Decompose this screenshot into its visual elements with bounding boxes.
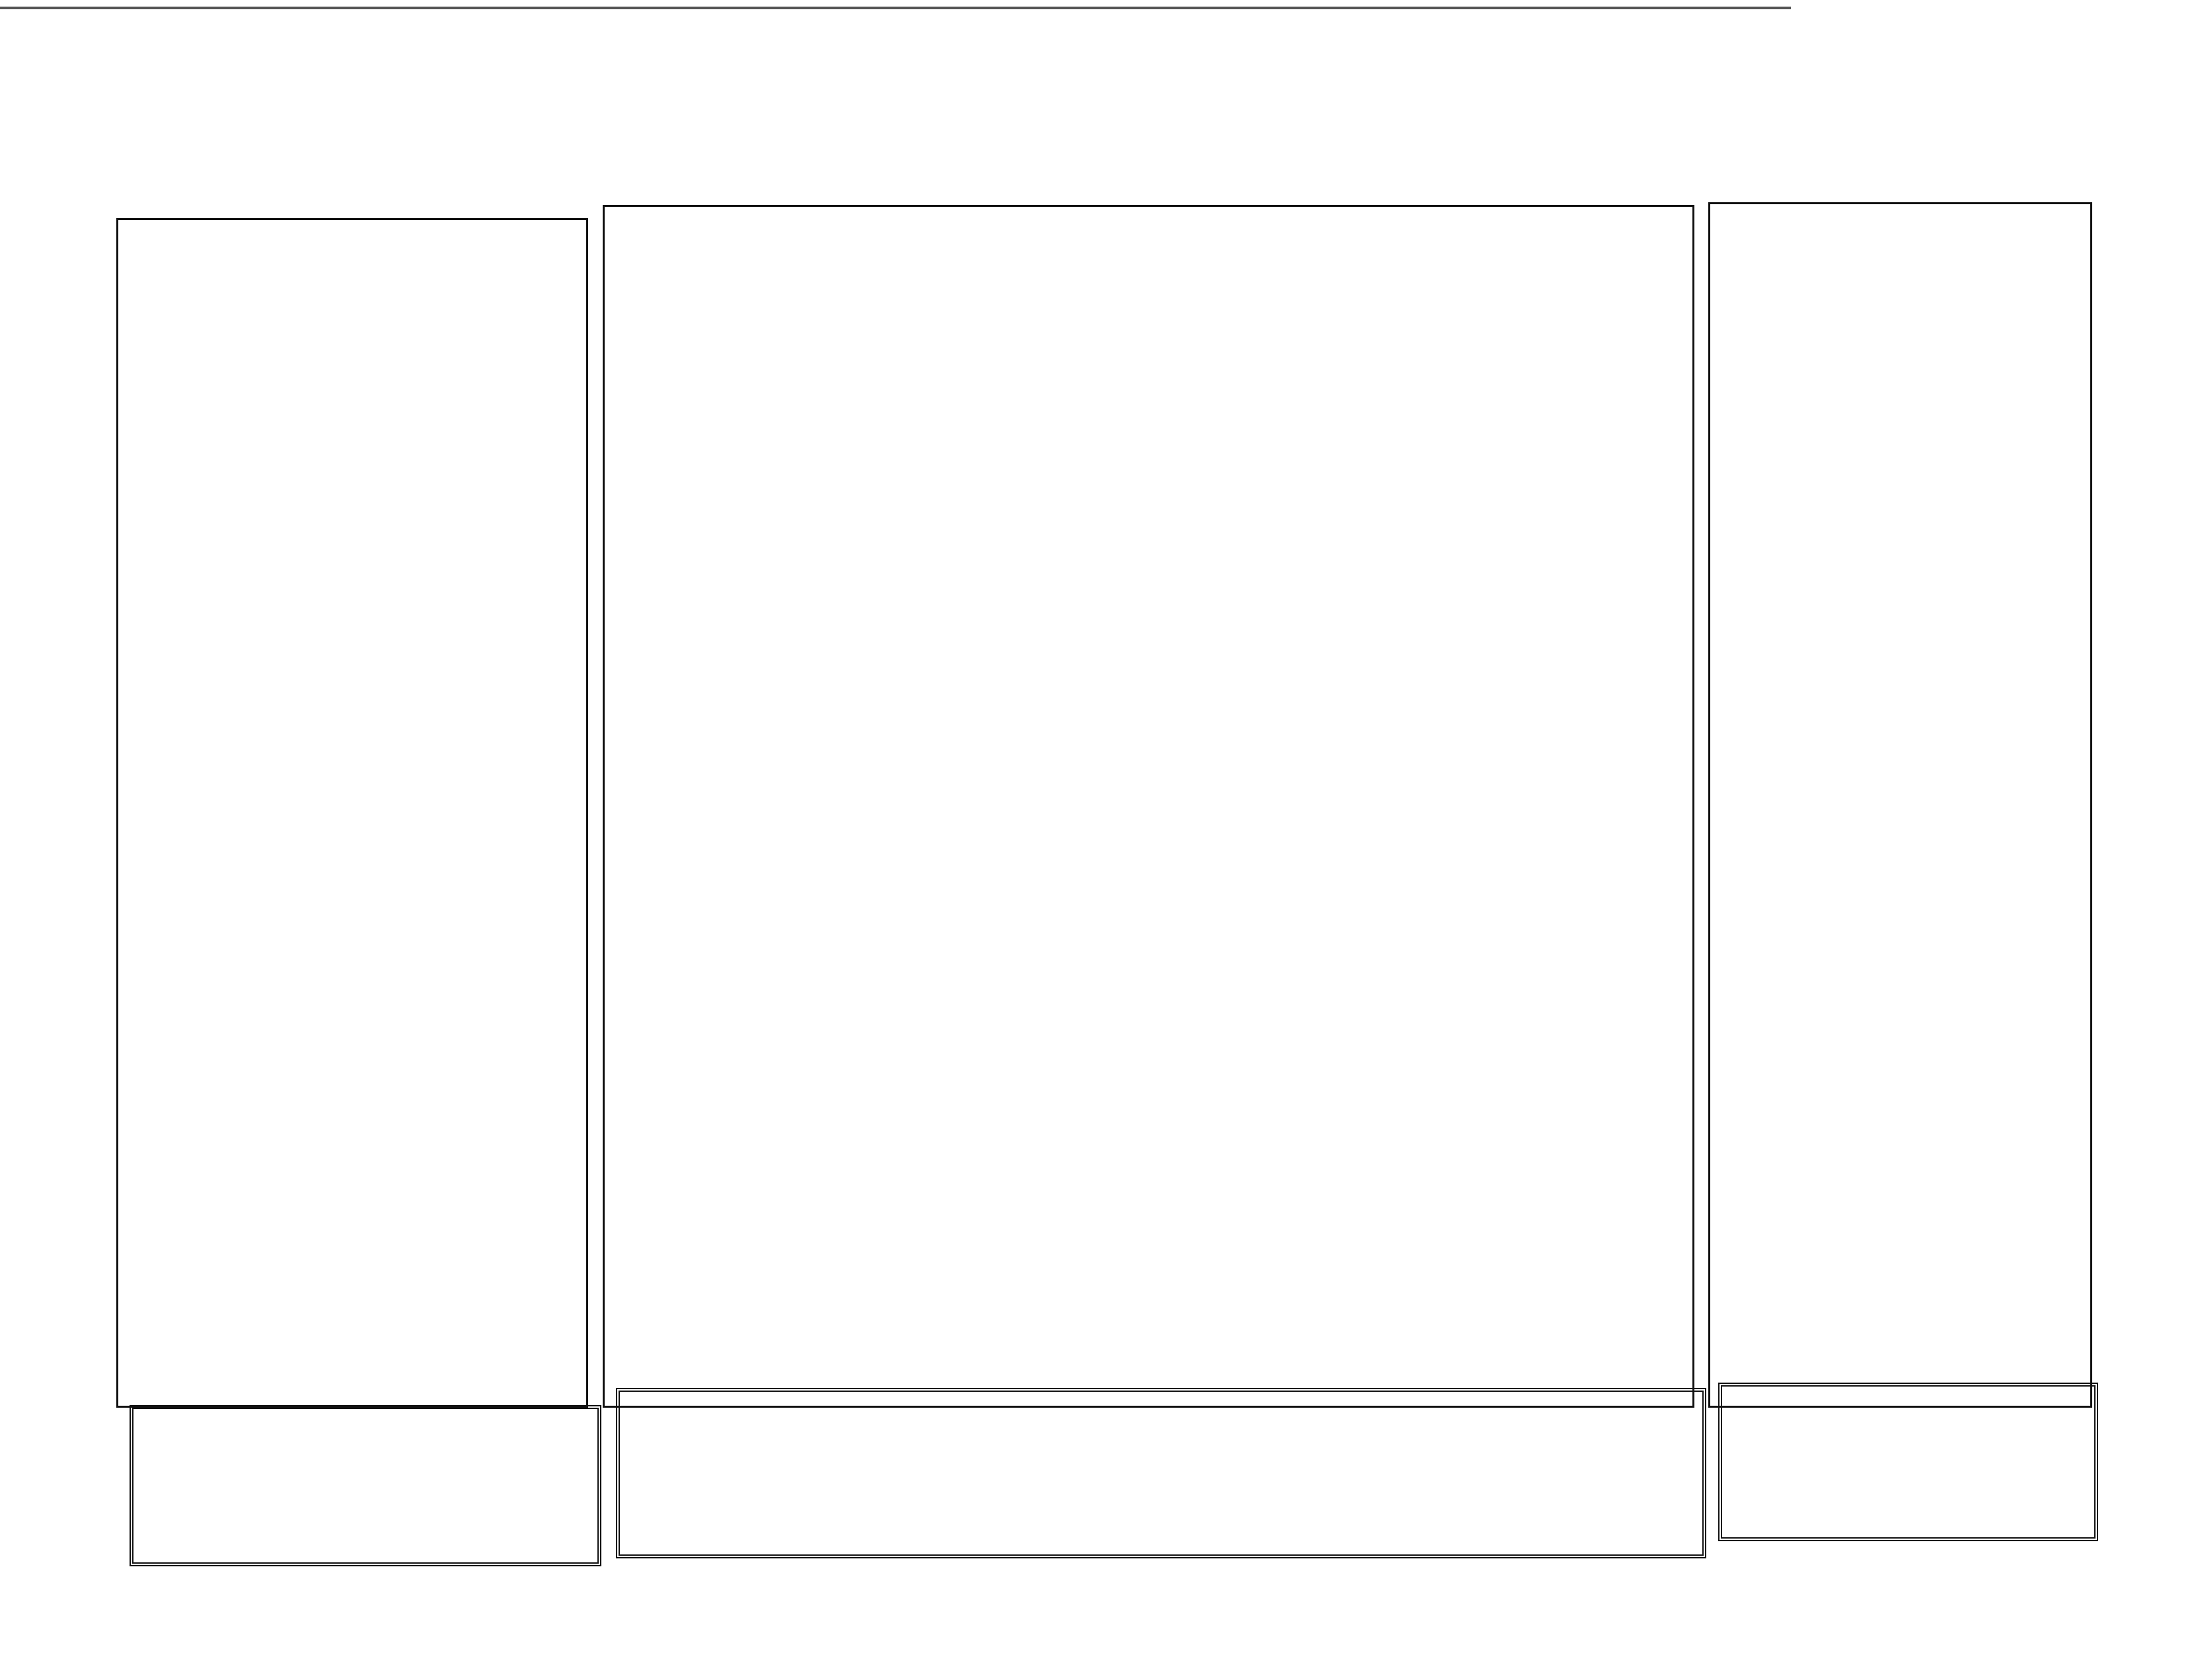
subtotal-budget-box [616,1388,1706,1558]
budget-panel [603,205,1694,1408]
subtotal-items-box [130,1405,601,1566]
page-top-rule [0,7,1791,9]
subtotal-personnel-box [1718,1383,2098,1541]
items-panel [116,218,588,1408]
personnel-panel [1708,202,2092,1408]
